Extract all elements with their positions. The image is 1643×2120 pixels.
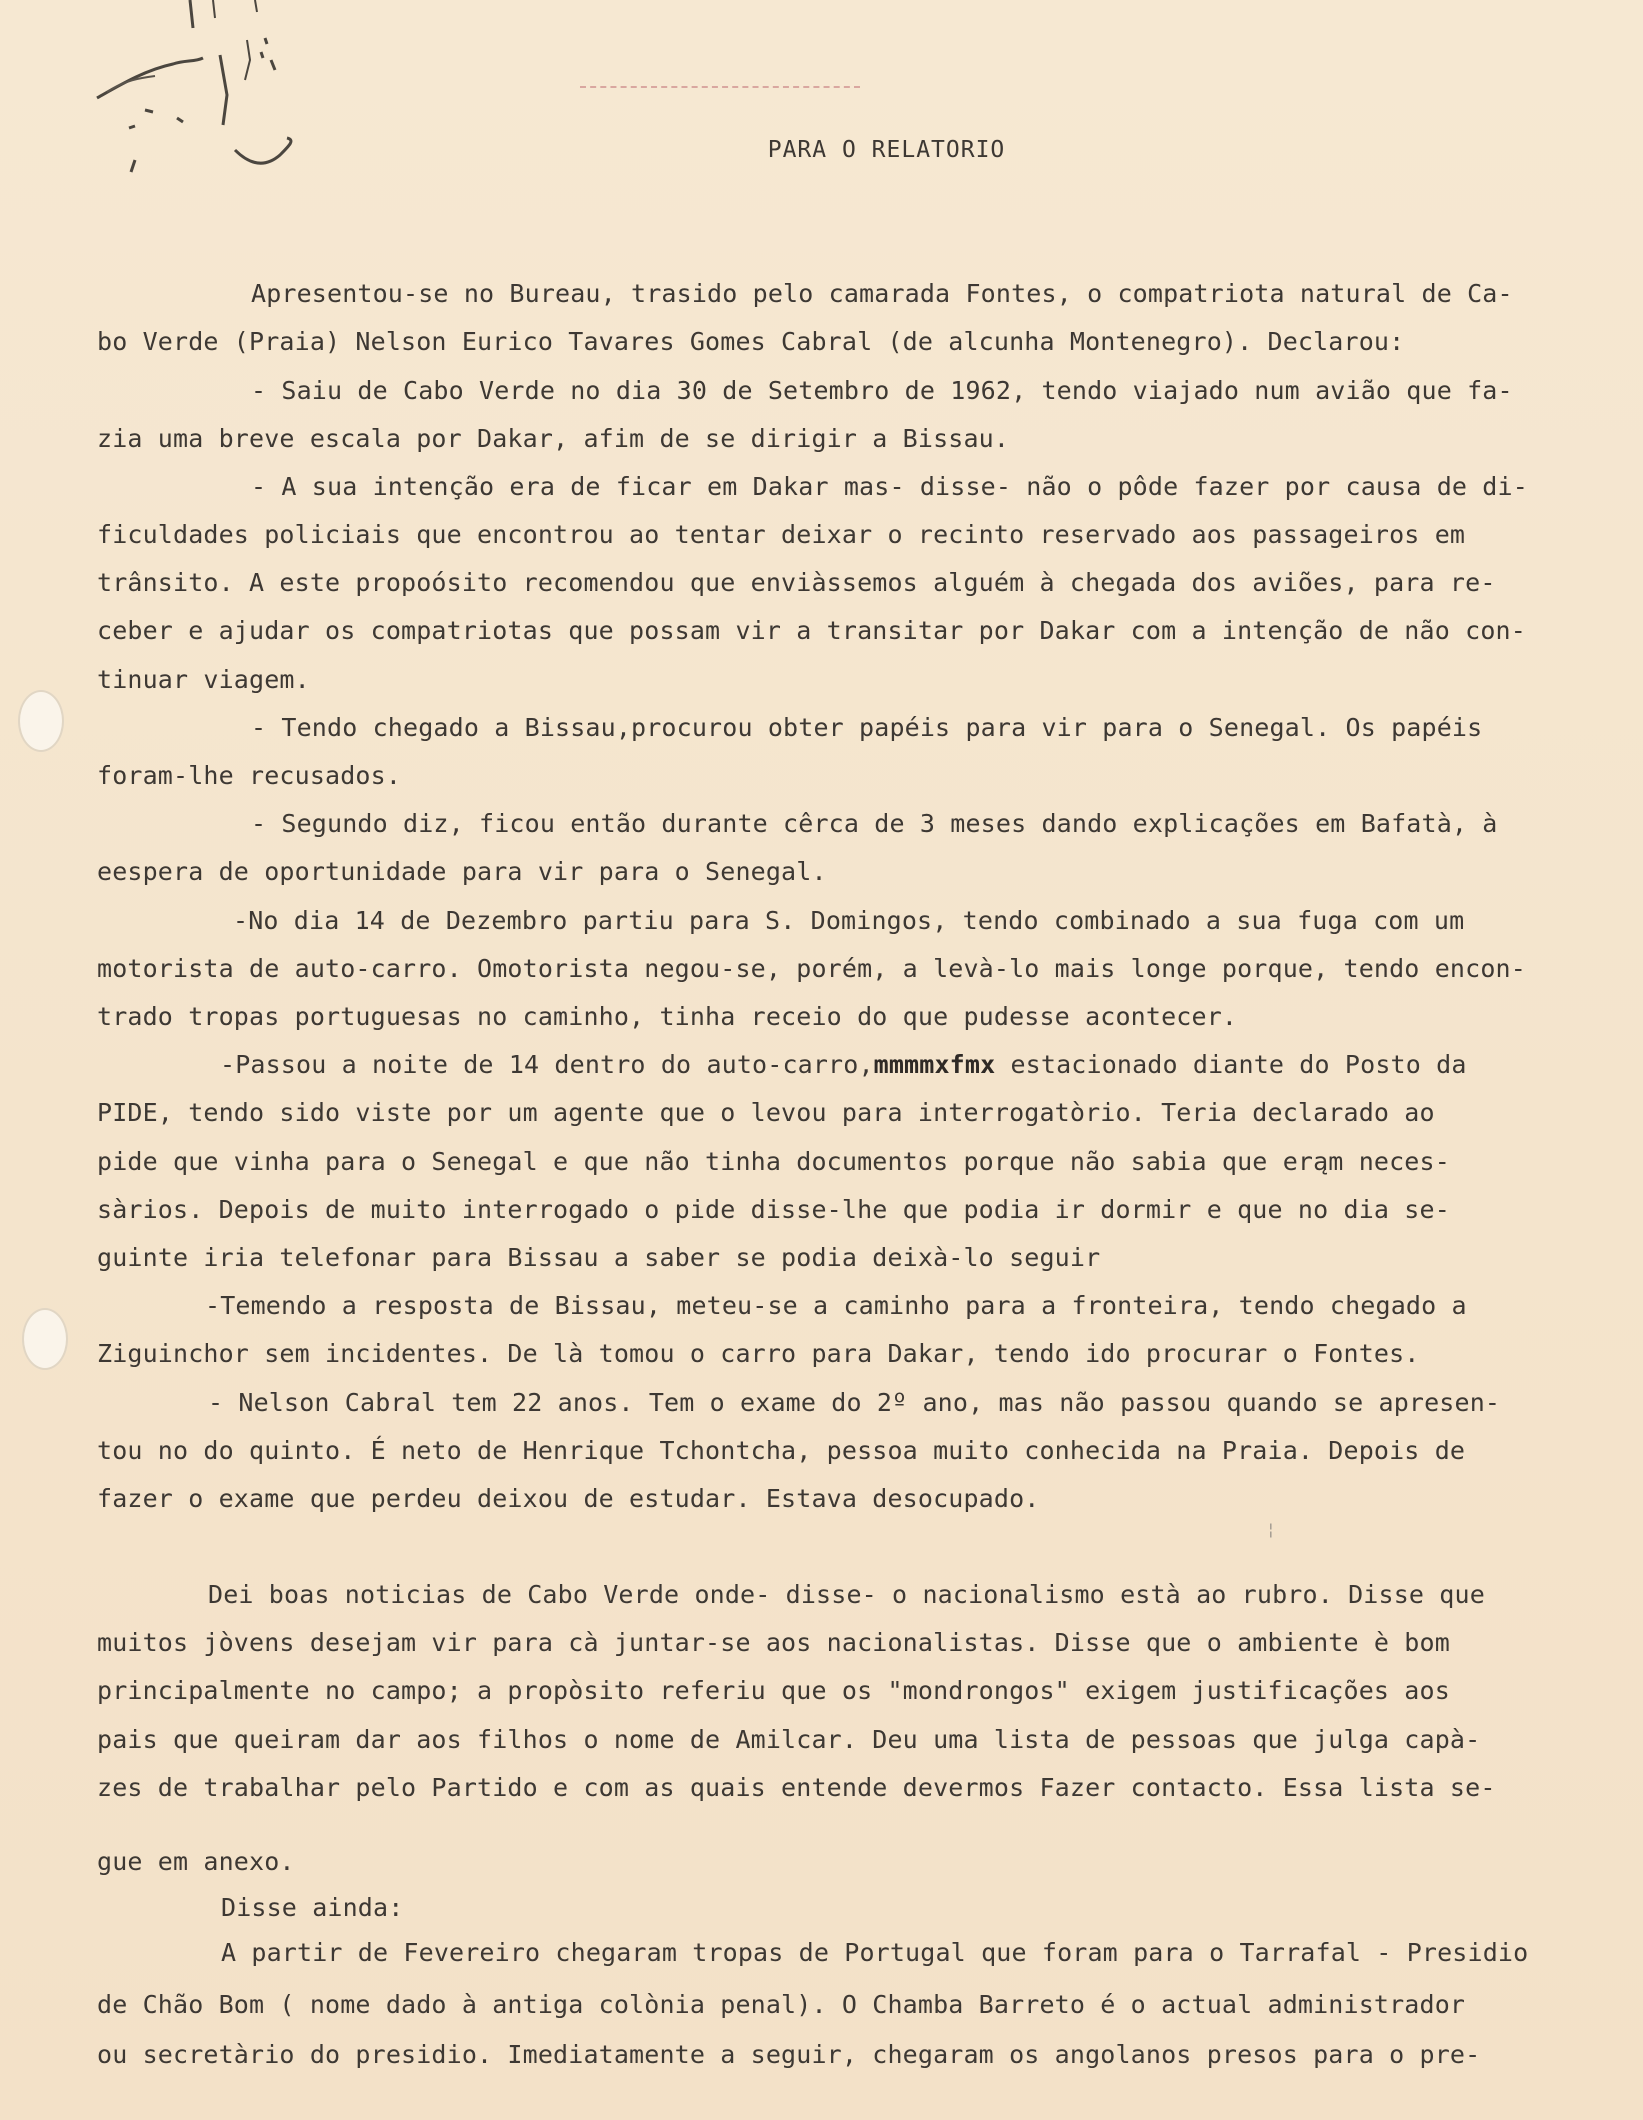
text-line: bo Verde (Praia) Nelson Eurico Tavares Gomes Cabral (de alcunha Montenegro). Declarou:: [97, 327, 1405, 356]
dashed-rule: [580, 86, 860, 88]
text-line: -Passou a noite de 14 dentro do auto-carro,mmmmxfmx estacionado diante do Posto da: [220, 1050, 1467, 1079]
text-line: - Saiu de Cabo Verde no dia 30 de Setembro de 1962, tendo viajado num avião que fa-: [251, 376, 1513, 405]
text-line: PIDE, tendo sido viste por um agente que o levou para interrogatòrio. Teria declarado ao: [97, 1098, 1435, 1127]
text-line: pide que vinha para o Senegal e que não tinha documentos porque não sabia que erąm neces-: [97, 1147, 1450, 1176]
page-title: PARA O RELATORIO: [767, 137, 1006, 163]
text-line: tou no do quinto. É neto de Henrique Tchontcha, pessoa muito conhecida na Praia. Depois de: [97, 1436, 1466, 1465]
text-line: - A sua intenção era de ficar em Dakar mas- disse- não o pôde fazer por causa de di-: [251, 472, 1528, 501]
text-line: gue em anexo.: [97, 1847, 295, 1876]
text-line: Dei boas noticias de Cabo Verde onde- disse- o nacionalismo està ao rubro. Disse que: [208, 1580, 1485, 1609]
text-line: Apresentou-se no Bureau, trasido pelo camarada Fontes, o compatriota natural de Ca-: [251, 279, 1513, 308]
text-line: muitos jòvens desejam vir para cà juntar-se aos nacionalistas. Disse que o ambiente è bom: [97, 1628, 1450, 1657]
text-line: -Temendo a resposta de Bissau, meteu-se a caminho para a fronteira, tendo chegado a: [205, 1291, 1467, 1320]
text-line: Disse ainda:: [221, 1893, 404, 1922]
text-line: zia uma breve escala por Dakar, afim de se dirigir a Bissau.: [97, 424, 1010, 453]
text-line: trado tropas portuguesas no caminho, tinha receio do que pudesse acontecer.: [97, 1002, 1238, 1031]
margin-mark: ¦: [1266, 1520, 1276, 1539]
text-line: zes de trabalhar pelo Partido e com as quais entende devermos Fazer contacto. Essa lista se-: [97, 1773, 1496, 1802]
text-line: guinte iria telefonar para Bissau a saber se podia deixà-lo seguir: [97, 1243, 1101, 1272]
text-line: fazer o exame que perdeu deixou de estudar. Estava desocupado.: [97, 1484, 1040, 1513]
text-line: ficuldades policiais que encontrou ao tentar deixar o recinto reservado aos passageiros em: [97, 520, 1466, 549]
text-line: -No dia 14 de Dezembro partiu para S. Domingos, tendo combinado a sua fuga com um: [233, 906, 1465, 935]
text-line: - Tendo chegado a Bissau,procurou obter papéis para vir para o Senegal. Os papéis: [251, 713, 1483, 742]
text-line: principalmente no campo; a propòsito referiu que os "mondrongos" exigem justificações aos: [97, 1676, 1450, 1705]
text-line: de Chão Bom ( nome dado à antiga colònia penal). O Chamba Barreto é o actual administrador: [97, 1990, 1466, 2019]
text-line: pais que queiram dar aos filhos o nome de Amilcar. Deu uma lista de pessoas que julga capà-: [97, 1725, 1481, 1754]
text-line: sàrios. Depois de muito interrogado o pide disse-lhe que podia ir dormir e que no dia se-: [97, 1195, 1450, 1224]
text-line: trânsito. A este propoósito recomendou que enviàssemos alguém à chegada dos aviões, para re-: [97, 568, 1496, 597]
text-line: ou secretàrio do presidio. Imediatamente a seguir, chegaram os angolanos presos para o pre-: [97, 2040, 1481, 2069]
punch-hole: [22, 1308, 68, 1370]
text-line: tinuar viagem.: [97, 665, 310, 694]
text-line: - Segundo diz, ficou então durante cêrca de 3 meses dando explicações em Bafatà, à: [251, 809, 1498, 838]
text-line: foram-lhe recusados.: [97, 761, 402, 790]
text-line: ceber e ajudar os compatriotas que possam vir a transitar por Dakar com a intenção de não con-: [97, 616, 1526, 645]
text-line: - Nelson Cabral tem 22 anos. Tem o exame do 2º ano, mas não passou quando se apresen-: [208, 1388, 1501, 1417]
text-line: eespera de oportunidade para vir para o Senegal.: [97, 857, 827, 886]
text-line: A partir de Fevereiro chegaram tropas de Portugal que foram para o Tarrafal - Presidio: [221, 1938, 1529, 1967]
text-line: motorista de auto-carro. Omotorista negou-se, porém, a levà-lo mais longe porque, tendo encon-: [97, 954, 1526, 983]
text-line: Ziguinchor sem incidentes. De là tomou o carro para Dakar, tendo ido procurar o Fontes.: [97, 1339, 1420, 1368]
punch-hole: [18, 690, 64, 752]
struck-out-text: mmmmxfmx: [873, 1050, 996, 1079]
